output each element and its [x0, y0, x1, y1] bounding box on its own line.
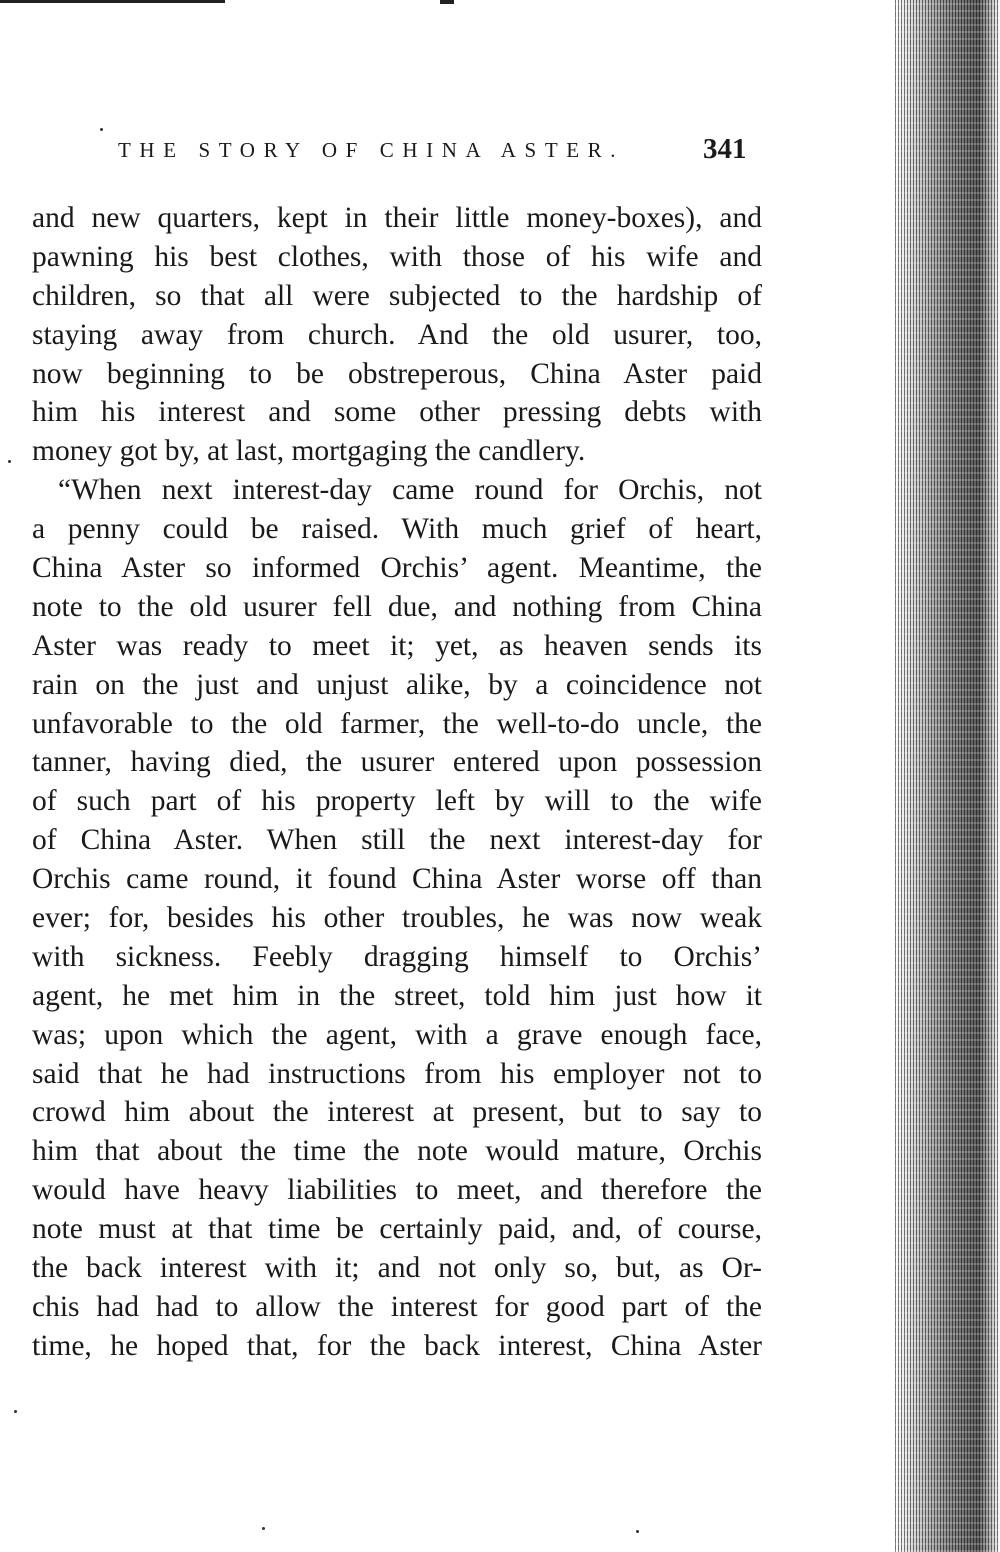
ink-speck — [636, 1530, 639, 1533]
ink-speck — [14, 1410, 17, 1413]
text-line: him that about the time the note would mature, Orchis — [32, 1135, 762, 1168]
text-line: with sickness. Feebly dragging himself to Orchis’ — [32, 940, 762, 973]
text-line: Aster was ready to meet it; yet, as heaven sends its — [32, 629, 762, 662]
text-line: children, so that all were subjected to the hardship of — [32, 279, 762, 312]
text-line: now beginning to be obstreperous, China Aster paid — [32, 357, 762, 390]
body-text — [32, 199, 762, 1366]
text-line: a penny could be raised. With much grief of heart, — [32, 513, 762, 546]
text-line: would have heavy liabilities to meet, and therefore the — [32, 1174, 762, 1207]
text-line: of such part of his property left by will to the wife — [32, 785, 762, 818]
text-line: China Aster so informed Orchis’ agent. Meantime, the — [32, 552, 762, 585]
text-line: chis had had to allow the interest for good part of the — [32, 1290, 762, 1323]
text-line: was; upon which the agent, with a grave enough face, — [32, 1018, 762, 1051]
text-line: note must at that time be certainly paid, and, of course, — [32, 1213, 762, 1246]
page-number: 341 — [703, 133, 747, 165]
text-line: crowd him about the interest at present, but to say to — [32, 1096, 762, 1129]
text-line: tanner, having died, the usurer entered upon possession — [32, 746, 762, 779]
top-mark — [440, 0, 454, 4]
text-line: said that he had instructions from his employer not to — [32, 1057, 762, 1090]
text-line: money got by, at last, mortgaging the candlery. — [32, 435, 586, 468]
text-line: note to the old usurer fell due, and nothing from China — [32, 590, 762, 623]
text-line: agent, he met him in the street, told him just how it — [32, 979, 762, 1012]
text-line: “When next interest-day came round for Orchis, not — [58, 474, 762, 507]
text-line: ever; for, besides his other troubles, he was now weak — [32, 902, 762, 935]
ink-speck — [262, 1527, 265, 1530]
text-line: of China Aster. When still the next interest-day for — [32, 824, 762, 857]
text-line: and new quarters, kept in their little money-boxes), and — [32, 202, 762, 234]
text-line: the back interest with it; and not only so, but, as Or- — [32, 1252, 762, 1285]
text-line: him his interest and some other pressing debts with — [32, 396, 762, 429]
text-line: rain on the just and unjust alike, by a coincidence not — [32, 668, 762, 701]
text-line: unfavorable to the old farmer, the well-to-do uncle, the — [32, 707, 762, 740]
running-head: THE STORY OF CHINA ASTER. — [118, 138, 625, 162]
ink-speck — [8, 460, 11, 463]
text-line: time, he hoped that, for the back interest, China Aster — [32, 1329, 762, 1362]
page-fore-edge — [895, 0, 1000, 1552]
ink-speck — [100, 128, 103, 131]
text-line: pawning his best clothes, with those of his wife and — [32, 240, 762, 273]
top-rule — [0, 0, 225, 3]
text-line: Orchis came round, it found China Aster worse off than — [32, 863, 762, 896]
text-line: staying away from church. And the old usurer, too, — [32, 318, 762, 351]
